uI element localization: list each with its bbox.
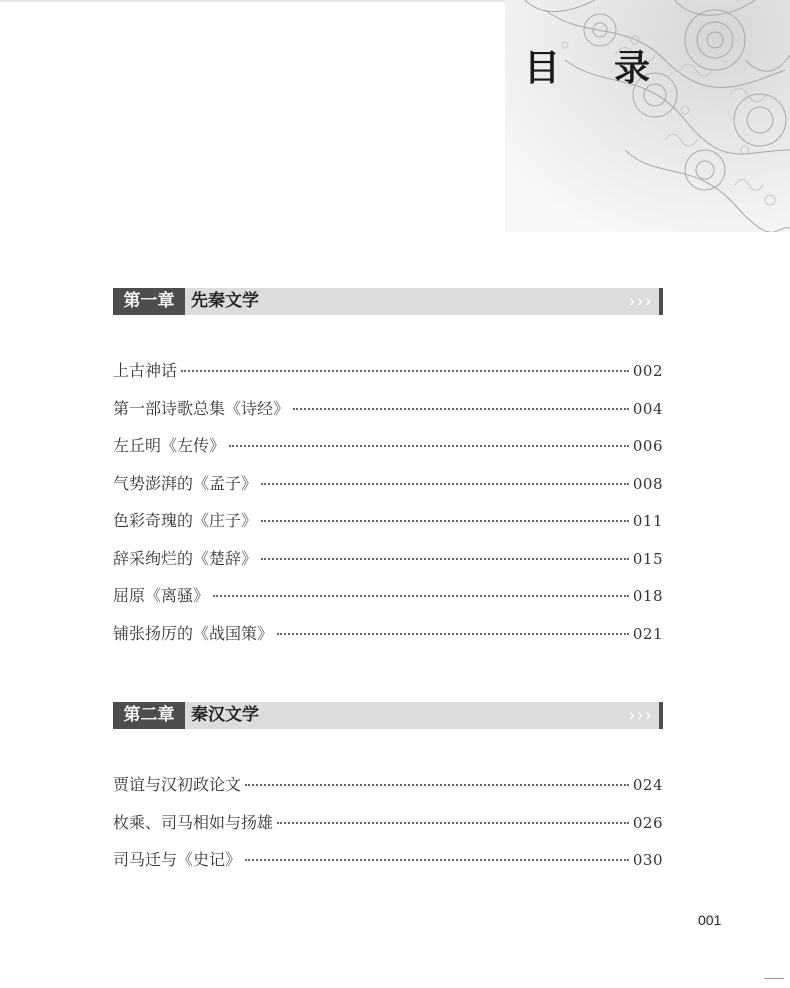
toc-list xyxy=(113,358,663,658)
toc-item[interactable] xyxy=(113,621,663,659)
toc-item-page: 024 xyxy=(632,776,663,794)
toc-item[interactable] xyxy=(113,433,663,471)
page-title: 目录 xyxy=(524,47,705,89)
dot-leader xyxy=(277,633,629,635)
toc-item-page: 018 xyxy=(632,587,663,605)
toc-item-page: 004 xyxy=(632,399,663,418)
toc-item[interactable] xyxy=(113,471,663,509)
chapter-end-bar xyxy=(659,288,663,315)
chapter-header xyxy=(113,702,663,729)
dot-leader xyxy=(261,558,629,560)
toc-item-title: 气势澎湃的《孟子》 xyxy=(113,473,258,493)
toc-item-page: 002 xyxy=(632,362,663,380)
dot-leader xyxy=(261,483,629,485)
chapter-title: 先秦文学 xyxy=(191,291,259,311)
toc-item[interactable] xyxy=(113,847,663,885)
toc-item-title: 司马迁与《史记》 xyxy=(113,850,242,869)
toc-item-title: 辞采绚烂的《楚辞》 xyxy=(113,548,258,568)
dot-leader xyxy=(245,784,629,786)
toc-item-page: 011 xyxy=(632,512,663,530)
page-number: 001 xyxy=(698,912,722,928)
toc-item[interactable] xyxy=(113,772,663,810)
toc-item-title: 贾谊与汉初政论文 xyxy=(113,775,242,794)
dot-leader xyxy=(261,520,629,522)
toc-item[interactable] xyxy=(113,546,663,584)
floral-ornament-image xyxy=(505,0,790,232)
corner-mark xyxy=(764,978,784,979)
toc-item-page: 015 xyxy=(632,549,663,568)
toc-item-title: 铺张扬厉的《战国策》 xyxy=(113,623,274,643)
chevron-right-icon: ››› xyxy=(628,291,653,312)
chapter-number: 第二章 xyxy=(113,702,185,729)
toc-item-page: 008 xyxy=(632,474,663,493)
dot-leader xyxy=(229,445,629,447)
dot-leader xyxy=(277,822,629,824)
toc-item-title: 上古神话 xyxy=(113,361,178,380)
toc-item-title: 枚乘、司马相如与扬雄 xyxy=(113,812,274,832)
toc-item-page: 026 xyxy=(632,813,663,832)
dot-leader xyxy=(245,859,629,861)
toc-item[interactable] xyxy=(113,396,663,434)
toc-item-page: 021 xyxy=(632,624,663,643)
chapter-header xyxy=(113,288,663,315)
toc-item-page: 030 xyxy=(632,851,663,869)
dot-leader xyxy=(293,408,629,410)
chapter-end-bar xyxy=(659,702,663,729)
toc-item[interactable] xyxy=(113,810,663,848)
toc-list xyxy=(113,772,663,885)
chapter-title: 秦汉文学 xyxy=(191,705,259,725)
toc-item[interactable] xyxy=(113,508,663,546)
toc-item[interactable] xyxy=(113,583,663,621)
toc-item-title: 左丘明《左传》 xyxy=(113,436,226,455)
toc-item-title: 屈原《离骚》 xyxy=(113,586,210,605)
toc-item-page: 006 xyxy=(632,437,663,455)
dot-leader xyxy=(213,595,629,597)
toc-item-title: 色彩奇瑰的《庄子》 xyxy=(113,511,258,530)
toc-item-title: 第一部诗歌总集《诗经》 xyxy=(113,398,290,418)
chapter-number: 第一章 xyxy=(113,288,185,315)
dot-leader xyxy=(181,370,629,372)
toc-item[interactable] xyxy=(113,358,663,396)
chevron-right-icon: ››› xyxy=(628,705,653,726)
